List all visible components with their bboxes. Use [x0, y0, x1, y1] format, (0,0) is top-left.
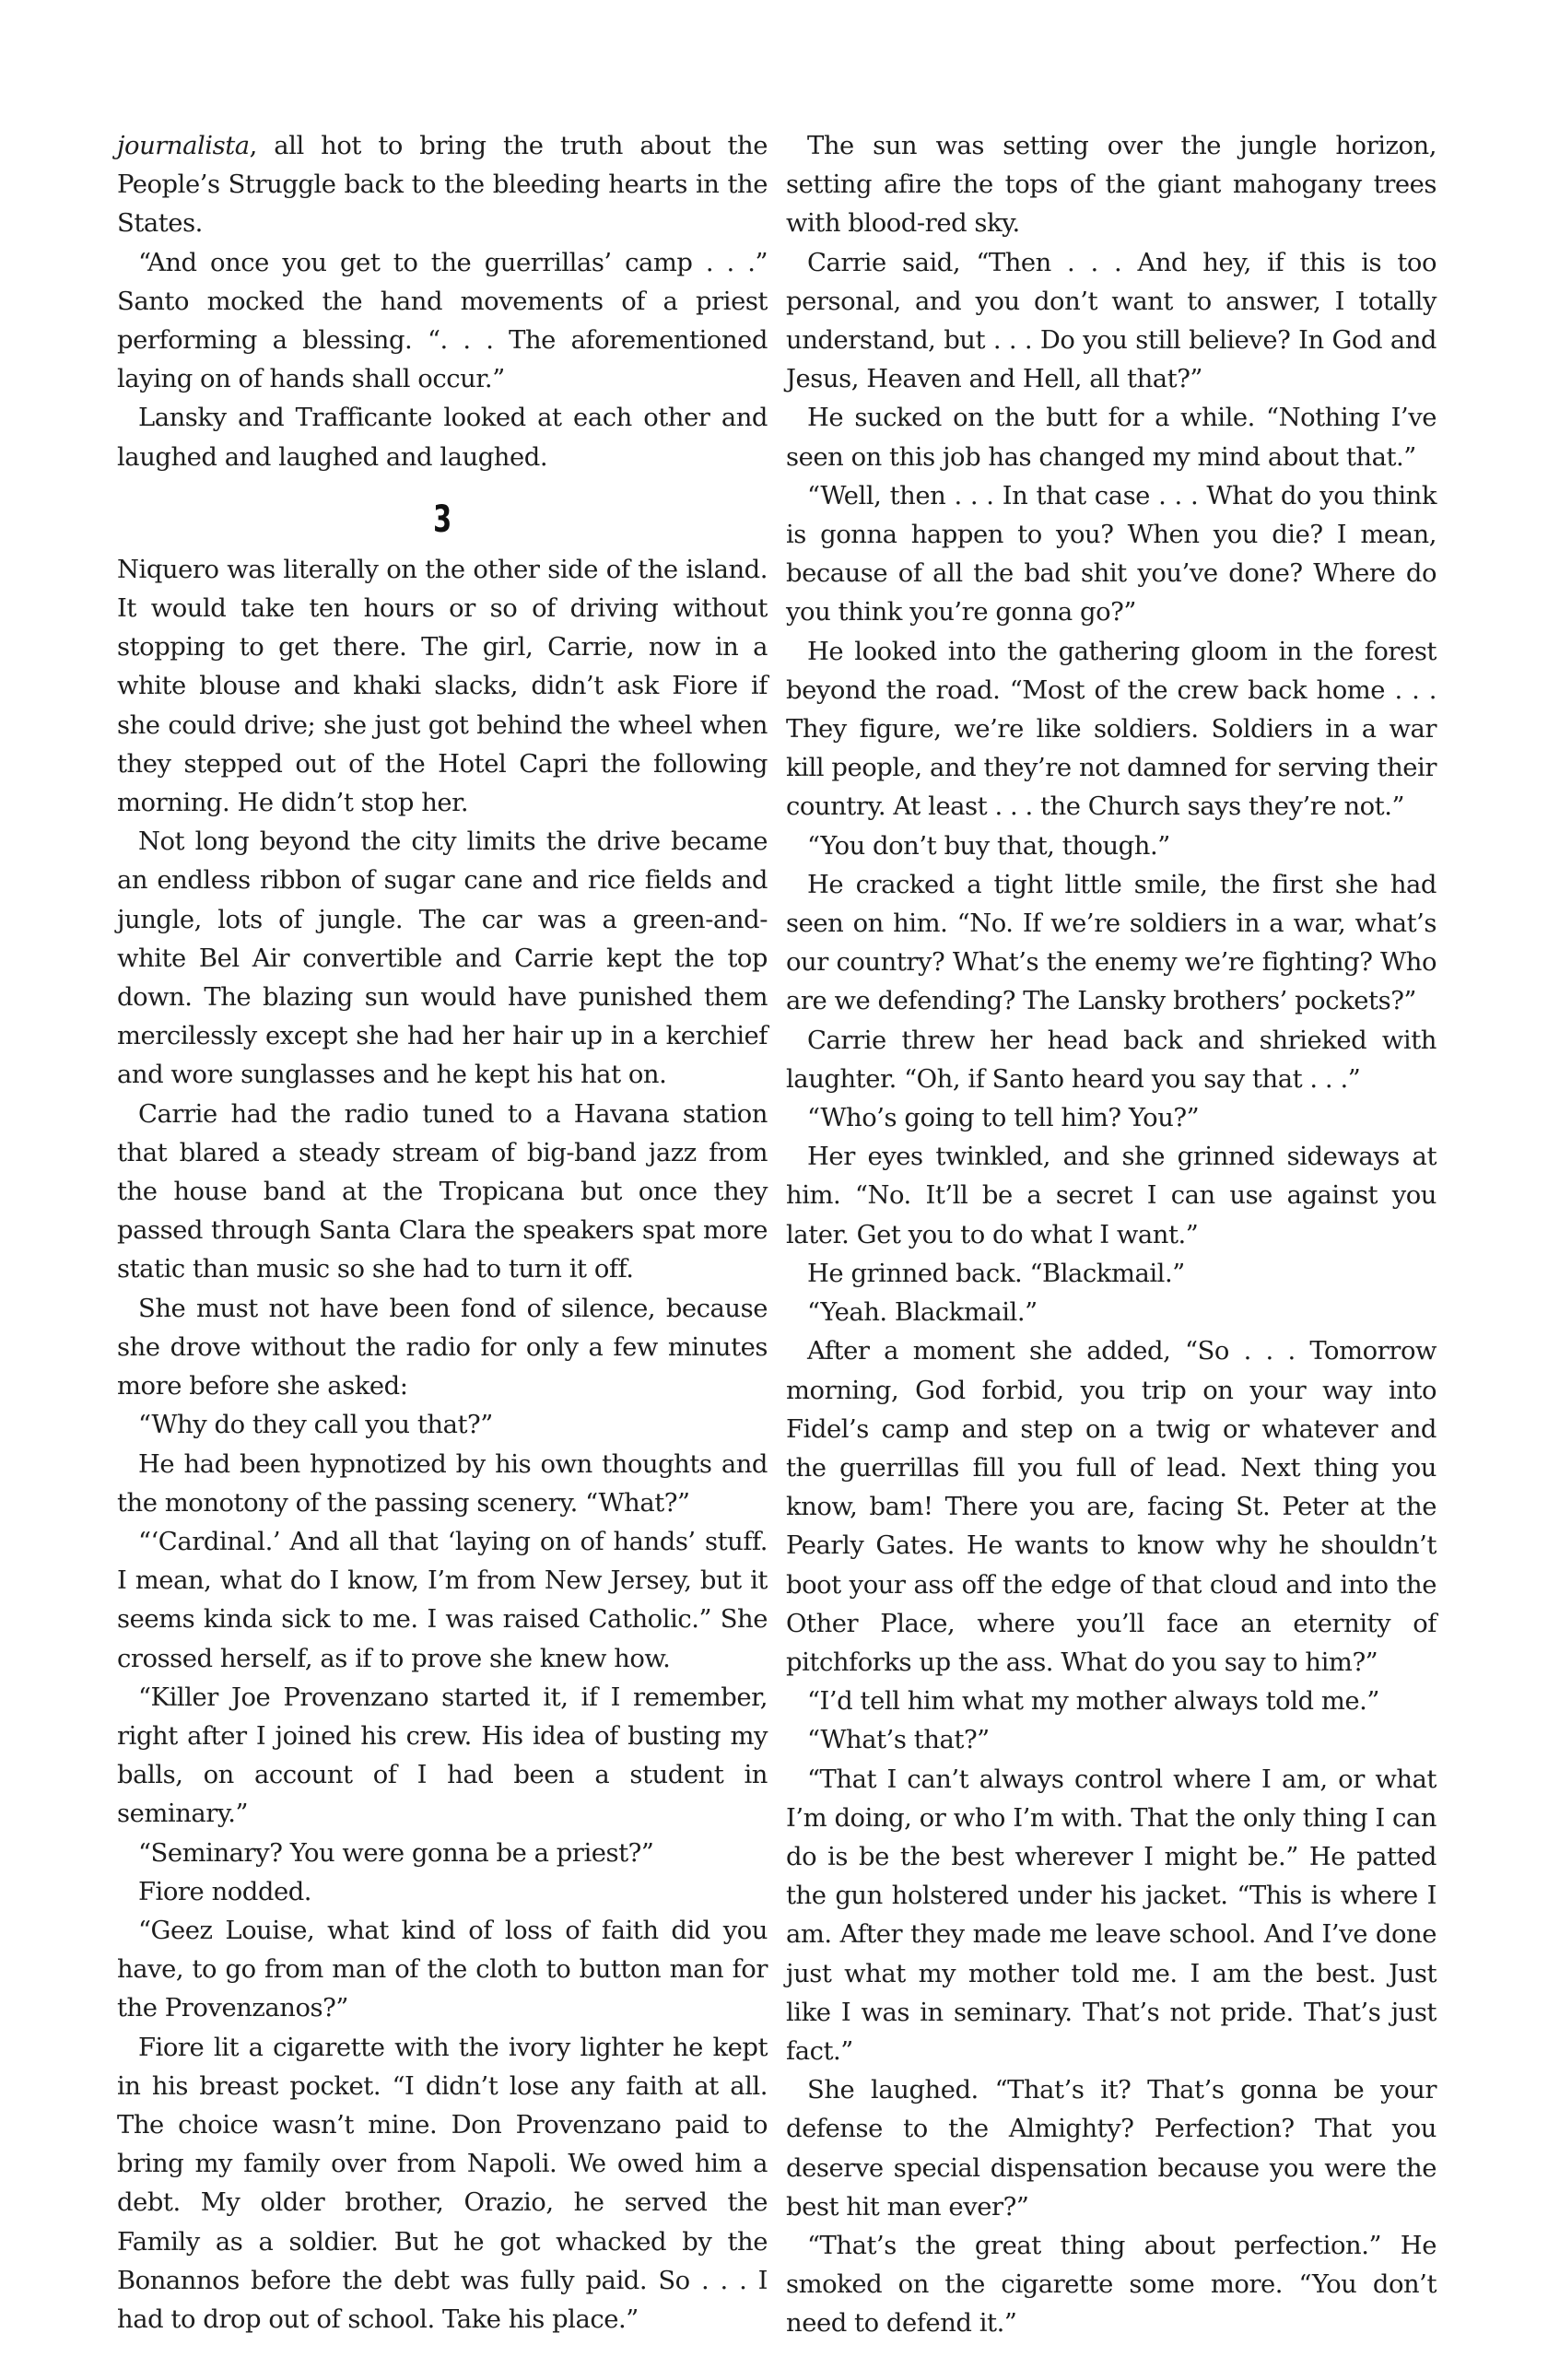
right-column — [786, 127, 1437, 2344]
paragraph: Carrie threw her head back and shrieked with laughter. “Oh, if Santo heard you say that . . .” — [786, 1026, 1437, 1094]
paragraph: “Why do they call you that?” — [138, 1411, 493, 1440]
paragraph: “Yeah. Blackmail.” — [807, 1298, 1038, 1328]
paragraph: Lansky and Trafficante looked at each other and laughed and laughed and laughed. — [117, 404, 768, 472]
paragraph: He had been hypnotized by his own thoughts and the monotony of the passing scenery. “What?” — [117, 1449, 768, 1518]
paragraph: He looked into the gathering gloom in the forest beyond the road. “Most of the crew back home . . . They figure, we’re like soldiers. Soldiers in a war kill people, and they’re not damned for serving their country. At least . . . the Church says they’re not.” — [786, 637, 1437, 822]
paragraph: She laughed. “That’s it? That’s gonna be your defense to the Almighty? Perfection? That you deserve special dispensation because you were the best hit man ever?” — [786, 2076, 1437, 2222]
paragraph: He cracked a tight little smile, the first she had seen on him. “No. If we’re soldiers in a war, what’s our country? What’s the enemy we’re fighting? Who are we defending? The Lansky brothers’ pockets?” — [786, 870, 1437, 1016]
paragraph: “That I can’t always control where I am, or what I’m doing, or who I’m with. That the only thing I can do is be the best wherever I might be.” He patted the gun holstered under his jacket. “This is where I am. After they made me leave school. And I’ve done just what my mother told me. I am the best. Just like I was in seminary. That’s not pride. That’s just fact.” — [786, 1764, 1437, 2066]
paragraph: She must not have been fond of silence, because she drove without the radio for only a few minutes more before she asked: — [117, 1294, 768, 1401]
italic-word: journalista — [117, 132, 250, 160]
paragraph: He sucked on the butt for a while. “Nothing I’ve seen on this job has changed my mind about that.” — [786, 404, 1437, 472]
paragraph: “What’s that?” — [807, 1726, 990, 1755]
paragraph: Her eyes twinkled, and she grinned sideways at him. “No. It’ll be a secret I can use against you later. Get you to do what I want.” — [786, 1143, 1437, 1249]
paragraph: Not long beyond the city limits the drive became an endless ribbon of sugar cane and rice fields and jungle, lots of jungle. The car was a green-and-white Bel Air convertible and Carrie kept the top down. The blazing sun would have punished them mercilessly except she had her hair up in a kerchief and wore sunglasses and he kept his hat on. — [117, 827, 768, 1090]
chapter-number: 3 — [433, 498, 452, 541]
paragraph: “‘Cardinal.’ And all that ‘laying on of hands’ stuff. I mean, what do I know, I’m from New Jersey, but it seems kinda sick to me. I was raised Catholic.” She crossed herself, as if to prove she knew how. — [117, 1527, 768, 1673]
paragraph: He grinned back. “Blackmail.” — [807, 1259, 1185, 1288]
paragraph: Niquero was literally on the other side of the island. It would take ten hours or so of driving without stopping to get there. The girl, Carrie, now in a white blouse and khaki slacks, didn’t ask Fiore if she could drive; she just got behind the wheel when they stepped out of the Hotel Capri the following morning. He didn’t stop her. — [117, 555, 768, 818]
paragraph: “I’d tell him what my mother always told me.” — [807, 1687, 1379, 1717]
paragraph: Carrie said, “Then . . . And hey, if this is too personal, and you don’t want to answer, I totally understand, but . . . Do you still believe? In God and Jesus, Heaven and Hell, all that?” — [786, 248, 1437, 394]
paragraph: Fiore nodded. — [138, 1877, 312, 1906]
paragraph: “Killer Joe Provenzano started it, if I remember, right after I joined his crew. His idea of busting my balls, on account of I had been a student in seminary.” — [117, 1682, 768, 1829]
paragraph: Fiore lit a cigarette with the ivory lighter he kept in his breast pocket. “I didn’t lose any faith at all. The choice wasn’t mine. Don Provenzano paid to bring my family over from Napoli. We owed him a debt. My older brother, Orazio, he served the Family as a soldier. But he got whacked by the Bonannos before the debt was fully paid. So . . . I had to drop out of school. Take his place.” — [117, 2033, 768, 2334]
paragraph: “Geez Louise, what kind of loss of faith did you have, to go from man of the cloth to button man for the Provenzanos?” — [117, 1916, 768, 2023]
paragraph: “And once you get to the guerrillas’ camp . . .” Santo mocked the hand movements of a priest performing a blessing. “. . . The aforementioned laying on of hands shall occur.” — [117, 248, 768, 394]
paragraph: “Seminary? You were gonna be a priest?” — [138, 1838, 654, 1868]
paragraph: “That’s the great thing about perfection.” He smoked on the cigarette some more. “You don’t need to defend it.” — [786, 2231, 1437, 2339]
paragraph: Carrie had the radio tuned to a Havana station that blared a steady stream of big-band jazz from the house band at the Tropicana but once they passed through Santa Clara the speakers spat more static than music so she had to turn it off. — [117, 1099, 768, 1284]
paragraph: After a moment she added, “So . . . Tomorrow morning, God forbid, you trip on your way into Fidel’s camp and step on a twig or whatever and the guerrillas fill you full of lead. Next thing you know, bam! There you are, facing St. Peter at the Pearly Gates. He wants to know why he shouldn’t boot your ass off the edge of that cloud and into the Other Place, where you’ll face an eternity of pitchforks up the ass. What do you say to him?” — [786, 1337, 1437, 1677]
paragraph: “Who’s going to tell him? You?” — [807, 1104, 1200, 1133]
paragraph: “Well, then . . . In that case . . . What do you think is gonna happen to you? When you die? I mean, because of all the bad shit you’ve done? Where do you think you’re gonna go?” — [786, 481, 1437, 627]
paragraph: “You don’t buy that, though.” — [807, 831, 1170, 861]
paragraph: The sun was setting over the jungle horizon, setting afire the tops of the giant mahogany trees with blood-red sky. — [786, 132, 1437, 239]
paragraph: journalista, all hot to bring the truth about the People’s Struggle back to the bleeding hearts in the States. — [117, 132, 768, 239]
left-column — [117, 127, 768, 2339]
